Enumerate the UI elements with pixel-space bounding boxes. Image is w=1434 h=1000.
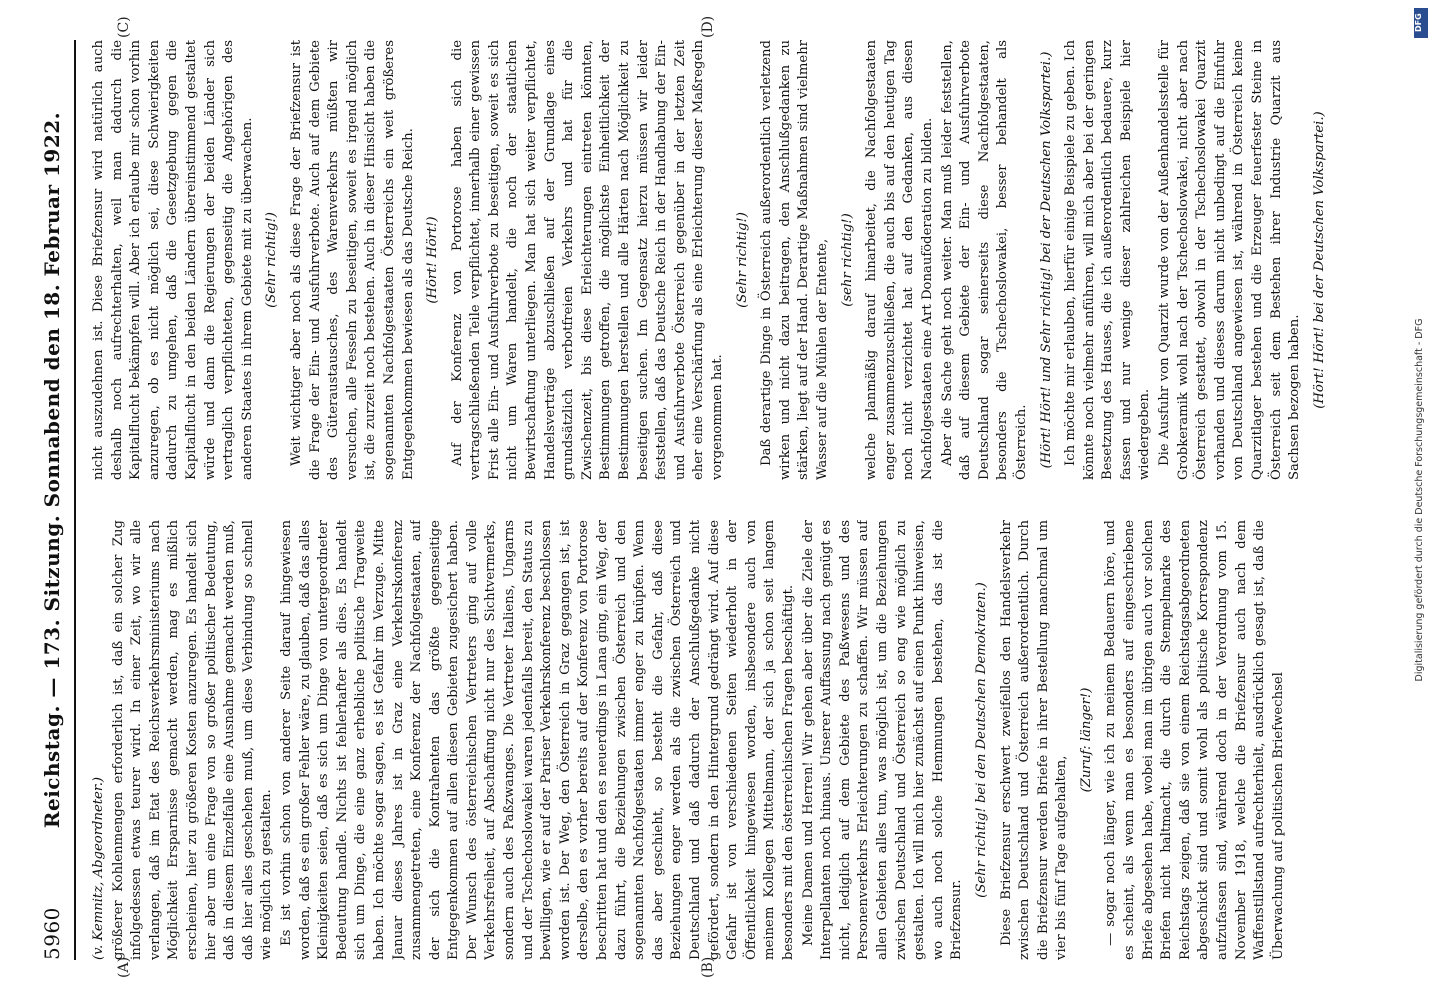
digitization-credit [1414, 0, 1428, 1000]
right-text-column [90, 40, 1340, 480]
left-text-column [90, 520, 1340, 960]
interjection: (sehr richtig!) [839, 213, 855, 307]
document-page [20, 15, 1416, 980]
margin-mark-b: (B) [700, 956, 716, 978]
interjection: (Hört! Hört! und Sehr richtig! bei der Deutschen Volkspartei.) [1038, 51, 1054, 469]
paragraph: Daß derartige Dinge in Österreich außerordentlich verletzend wirken und nicht dazu beitragen, den Anschlußgedanken zu stärken, liegt auf der Hand. Derartige Maßnahmen sind vielmehr Wasser auf die Mühlen der Entente, [759, 40, 830, 480]
credit-text: Digitalisierung gefördert durch die Deutsche Forschungsgemeinschaft - DFG [1414, 318, 1425, 682]
paragraph: welche planmäßig darauf hinarbeitet, die Nachfolgestaaten enger zusammenzuschließen, die auch bis auf den heutigen Tag noch nicht verzichtet hat auf den Gedanken, aus diesen Nachfolgestaaten eine Art Donauföderation zu bilden. [864, 40, 935, 480]
paragraph: Es ist vorhin schon von anderer Seite darauf hingewiesen worden, daß es ein großer Fehler wäre, zu glauben, daß das alles Kleinigkeiten seien, daß es sich um Dinge von untergeordneter Bedeutung handle. Nichts ist fehlerhafter als dies. Es handelt sich um Dinge, die eine ganz erhebliche politische Tragweite haben. Ich möchte sogar sagen, es ist Gefahr im Verzuge. Mitte Januar dieses Jahres ist in Graz eine Verkehrskonferenz zusammengetreten, eine Konferenz der Nachfolgestaaten, auf der sich die Kontrahenten das größte gegenseitige Entgegenkommen auf allen diesen Gebieten zugesichert haben. Der Wunsch des österreichischen Vertreters ging auf volle Verkehrsfreiheit, auf Abschaffung nicht nur des Sichtvermerks, sondern auch des Paßzwanges. Die Vertreter Italiens, Ungarns und der Tschechoslowakei waren jedenfalls bereit, den Status zu bewilligen, wie er auf der Pariser Verkehrskonferenz beschlossen worden ist. Der Weg, den Österreich in Graz gegangen ist, ist derselbe, den es vorher bereits auf der Konferenz von Portorose beschritten hat und den es neuerdings in Lana ging, ein Weg, der dazu führt, die Beziehungen zwischen Österreich und den sogenannten Nachfolgestaaten immer enger zu knüpfen. Wenn das aber geschieht, so besteht die Gefahr, daß diese Beziehungen enger werden als die zwischen Österreich und Deutschland und daß dadurch der Anschlußgedanke nicht gefördert, sondern in den Hintergrund gedrängt wird. Auf diese Gefahr ist von verschiedenen Seiten wiederholt in der Öffentlichkeit hingewiesen worden, insbesondere auch von meinem Kollegen Mittelmann, der sich ja schon seit langem besonders mit den österreichischen Fragen beschäftigt. [278, 520, 796, 960]
page-title: Reichstag. — 173. Sitzung. Sonnabend den 18. Februar 1922. [40, 111, 64, 829]
paragraph: Die Ausfuhr von Quarzit wurde von der Außenhandelsstelle für Grobkeramik wohl nach der Tschechoslowakei, nicht aber nach Österreich gestattet, obwohl in der Tschechoslowakei Quarzit vorhanden und diesess darum nicht unbedingt auf die Einfuhr von Deutschland angewiesen ist, während in Österreich keine Quarzitlager bestehen und die Erzeuger feuerfester Steine in Österreich seit dem Bestehen ihrer Industrie Quarzit aus Sachsen bezogen haben. [1157, 40, 1303, 480]
interjection: (Hört! Hört! bei der Deutschen Volkspartei.) [1311, 111, 1327, 409]
speaker-note: (v. Kemnitz, Abgeordneter.) [91, 776, 106, 960]
paragraph: nicht auszudehnen ist. Diese Briefzensur wird natürlich auch deshalb noch aufrechterhalten, weil man dadurch die Kapitalflucht bekämpfen will. Aber ich erlaube mir schon vorhin anzuregen, ob es nicht möglich sei, diese Schwierigkeiten dadurch zu umgehen, daß die Gesetzgebung gegen die Kapitalflucht in den beiden Ländern übereinstimmend gestaltet würde und dann die Regierungen der beiden Länder sich vertraglich verpflichteten, gegenseitig die Angehörigen des anderen Staates in ihrem Gebiete mit zu überwachen. [91, 40, 255, 480]
interjection: (Hört! Hört!) [425, 216, 441, 304]
interjection: (Sehr richtig!) [734, 212, 750, 308]
paragraph: Meine Damen und Herren! Wir gehen aber über die Ziele der Interpellanten noch hinaus. Unserer Auffassung nach genügt es nicht, lediglich auf dem Gebiete des Paßwesens und des Personenverkehrs Erleichterungen zu schaffen. Wir müssen auf allen Gebieten alles tun, was möglich ist, um die Beziehungen zwischen Deutschland und Österreich so eng wie möglich zu gestalten. Ich will mich hier zunächst auf einen Punkt hinweisen, wo auch noch solche Hemmungen bestehen, das ist die Briefzensur. [800, 520, 965, 960]
margin-mark-a: (A) [116, 956, 132, 978]
margin-mark-d: (D) [700, 15, 716, 38]
interjection: (Sehr richtig!) [264, 212, 280, 308]
interjection: (Sehr richtig! bei den Deutschen Demokraten.) [973, 582, 989, 898]
paragraph: Diese Briefzensur erschwert zweifellos den Handelsverkehr zwischen Deutschland und Österreich außerordentlich. Durch die Briefzensur werden Briefe in ihrer Bestellung manchmal um vier bis fünf Tage aufgehalten, [998, 520, 1070, 960]
interjection: (Zuruf: länger!) [1078, 687, 1094, 793]
paragraph: Aber die Sache geht noch weiter. Man muß leider feststellen, daß auf diesem Gebiete der Ein- und Ausfuhrverbote Deutschland sogar seinerseits diese Nachfolgestaaten, besonders die Tschechoslowakei, besser behandelt als Österreich. [939, 40, 1029, 480]
paragraph: — sogar noch länger, wie ich zu meinem Bedauern höre, und es scheint, als wenn man es besonders auf eingeschriebene Briefe abgesehen habe, wobei man im übrigen auch vor solchen Briefen nicht haltmacht, die durch die Stempelmarke des Reichstags zeigen, daß sie von einem Reichstagsabgeordneten abgeschickt sind und somit wohl als politische Korrespondenz aufzufassen sind, während doch in der Verordnung vom 15. November 1918, welche die Briefzensur auch nach dem Waffenstillstand aufrechterhielt, ausdrücklich gesagt ist, daß die Überwachung auf politischen Briefwechsel [1103, 520, 1286, 960]
paragraph: Weit wichtiger aber noch als diese Frage der Briefzensur ist die Frage der Ein- und Ausfuhrverbote. Auch auf dem Gebiete des Güteraustausches, des Warenverkehrs müßten wir versuchen, alle Fesseln zu beseitigen, soweit es irgend möglich ist, die zurzeit noch bestehen. Auch in dieser Hinsicht haben die sogenannten Nachfolgestaaten Österreichs ein weit größeres Entgegenkommen bewiesen als das Deutsche Reich. [288, 40, 416, 480]
dfg-logo: DFG [1414, 8, 1428, 38]
paragraph: Ich möchte mir erlauben, hierfür einige Beispiele zu geben. Ich könnte noch vielmehr anführen, will mich aber bei der geringen Besetzung des Hauses, die ich außerordentlich bedauere, kurz fassen und nur wenige dieser zahlreichen Beispiele hier wiedergeben. [1063, 40, 1153, 480]
paragraph: Auf der Konferenz von Portorose haben sich die vertragschließenden Teile verpflichtet, innerhalb einer gewissen Frist alle Ein- und Ausfuhrverbote zu beseitigen, soweit es sich nicht um Waren handelt, die noch der staatlichen Bewirtschaftung unterliegen. Man hat sich weiter verpflichtet, Handelsverträge abzuschließen auf der Grundlage eines grundsätzlich verbotfreien Verkehrs und hat für die Zwischenzeit, bis diese Erleichterungen eintreten könnten, Bestimmungen getroffen, die möglichste Einheitlichkeit der Bestimmungen herstellen und alle Härten nach Möglichkeit zu beseitigen suchen. Im Gegensatz hierzu müssen wir leider feststellen, daß das Deutsche Reich in der Handhabung der Ein- und Ausfuhrverbote Österreich gegenüber in der letzten Zeit eher eine Verschärfung als eine Erleichterung dieser Maßregeln vorgenommen hat. [449, 40, 725, 480]
margin-mark-c: (C) [116, 16, 132, 38]
page-header [34, 40, 76, 960]
page-number: 5960 [40, 907, 64, 960]
paragraph: größerer Kohlenmengen erforderlich ist, daß ein solcher Zug infolgedessen etwas teurer wird. In einer Zeit, wo wir alle verlangen, daß im Etat des Reichsverkehrsministeriums nach Möglichkeit Ersparnisse gemacht werden, mag es mißlich erscheinen, hier zu größeren Kosten anzuregen. Es handelt sich hier aber um eine Frage von so großer politischer Bedeutung, daß in diesem Einzelfalle eine Ausnahme gemacht werden muß, daß hier alles geschehen muß, um diese Verbindung so schnell wie möglich zu gestalten. [110, 520, 275, 960]
